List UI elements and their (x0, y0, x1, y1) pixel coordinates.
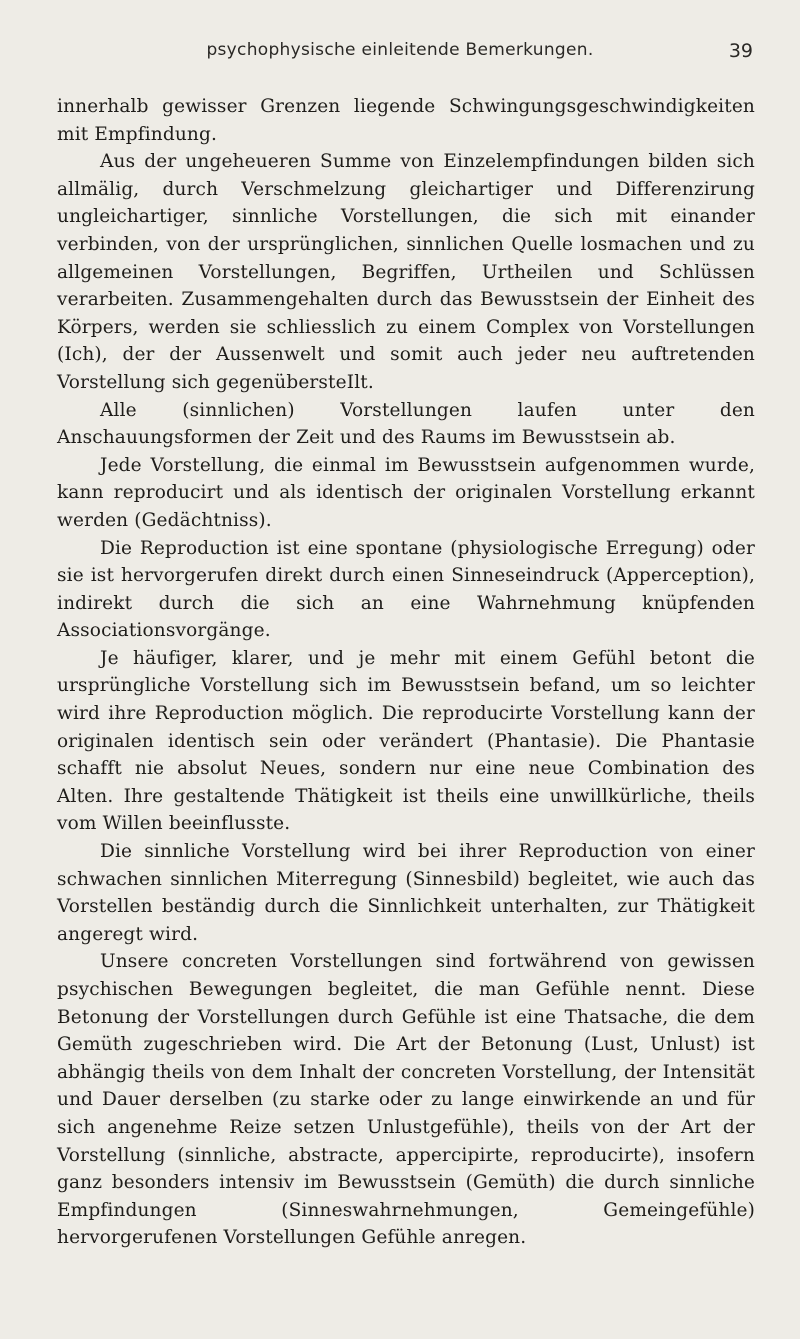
paragraph: Alle (sinnlichen) Vorstellungen laufen unter den Anschauungsformen der Zeit und des Raums im Bewusstsein ab. (57, 399, 755, 449)
running-title: psychophysische einleitende Bemerkungen. (206, 40, 594, 60)
paragraph: Unsere concreten Vorstellungen sind fortwährend von gewissen psychischen Bewegungen begleitet, die man Gefühle nennt. Diese Betonung der Vorstellungen durch Gefühle ist eine Thatsache, die dem Gemüth zugeschrieben wird. Die Art der Betonung (Lust, Unlust) ist abhängig theils von dem Inhalt der concreten Vorstellung, der Intensität und Dauer derselben (zu starke oder zu lange einwirkende an und für sich angenehme Reize setzen Unlustgefühle), theils von der Art der Vorstellung (sinnliche, abstracte, appercipirte, reproducirte), insofern ganz besonders intensiv im Bewusstsein (Gemüth) die durch sinnliche Empfindungen (Sinneswahrnehmungen, Gemeingefühle) hervorgerufenen Vorstellungen Gefühle anregen. (57, 951, 755, 1249)
paragraph: Die sinnliche Vorstellung wird bei ihrer Reproduction von einer schwachen sinnlichen Miterregung (Sinnesbild) begleitet, wie auch das Vorstellen beständig durch die Sinnlichkeit unterhalten, zur Thätigkeit angeregt wird. (57, 841, 755, 945)
paragraph: Die Reproduction ist eine spontane (physiologische Erregung) oder sie ist hervorgerufen direkt durch einen Sinneseindruck (Apperception), indirekt durch die sich an eine Wahrnehmung knüpfenden Associationsvorgänge. (57, 537, 755, 642)
paragraph: Jede Vorstellung, die einmal im Bewusstsein aufgenommen wurde, kann reproducirt und als identisch der originalen Vorstellung erkannt werden (Gedächtniss). (57, 454, 755, 531)
paragraph: innerhalb gewisser Grenzen liegende Schwingungsgeschwindigkeiten mit Empfindung. (57, 96, 755, 145)
paragraph: Aus der ungeheueren Summe von Einzelempfindungen bilden sich allmälig, durch Verschmelzung gleichartiger und Differenzirung ungleichartiger, sinnliche Vorstellungen, die sich mit einander verbinden, von der ursprünglichen, sinnlichen Quelle losmachen und zu allgemeinen Vorstellungen, Begriffen, Urtheilen und Schlüssen verarbeiten. Zusammengehalten durch das Bewusstsein der Einheit des Körpers, werden sie schliesslich zu einem Complex von Vorstellungen (Ich), der der Aussenwelt und somit auch jeder neu auftretenden Vorstellung sich gegenübersteIlt. (57, 151, 755, 393)
paragraph: Je häufiger, klarer, und je mehr mit einem Gefühl betont die ursprüngliche Vorstellung sich im Bewusstsein befand, um so leichter wird ihre Reproduction möglich. Die reproducirte Vorstellung kann der originalen identisch sein oder verändert (Phantasie). Die Phantasie schafft nie absolut Neues, sondern nur eine neue Combination des Alten. Ihre gestaltende Thätigkeit ist theils eine unwillkürliche, theils vom Willen beeinflusste. (57, 647, 755, 835)
body-text (57, 93, 755, 1252)
page-header (0, 40, 800, 70)
page-number: 39 (728, 40, 753, 62)
